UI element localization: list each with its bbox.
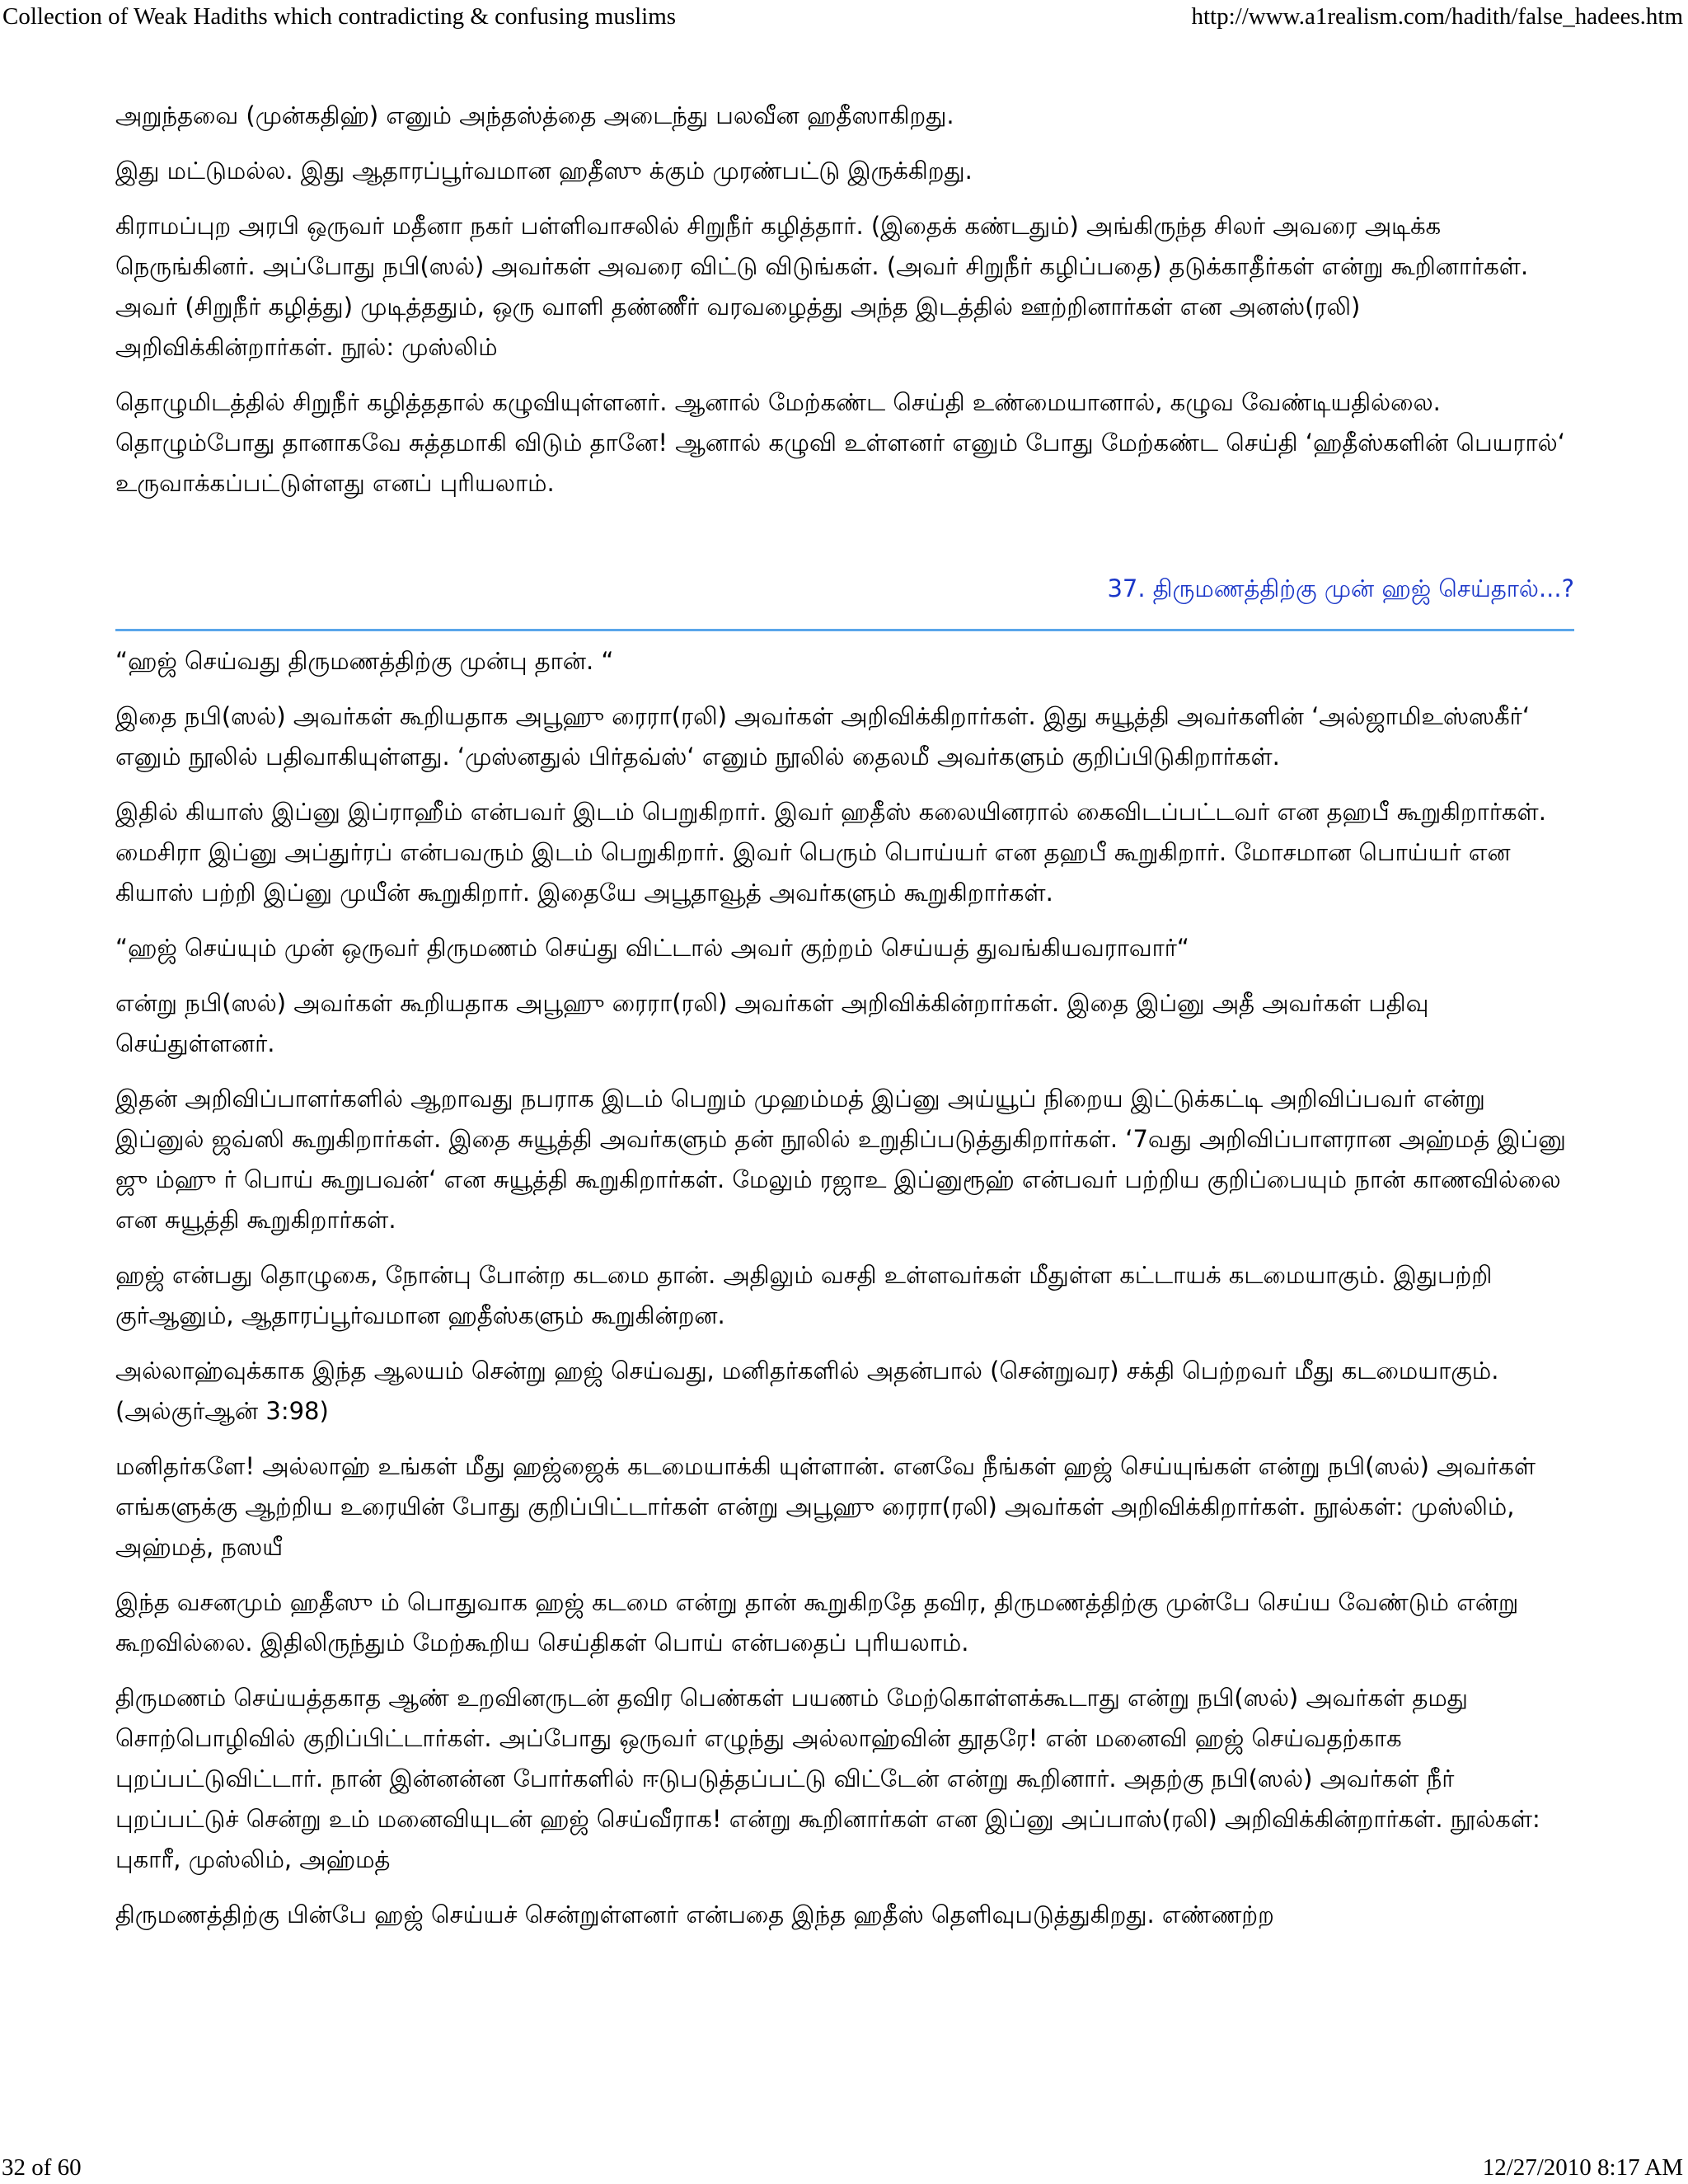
paragraph: தொழுமிடத்தில் சிறுநீர் கழித்ததால் கழுவியுள்ளனர். ஆனால் மேற்கண்ட செய்தி உண்மையானால், கழுவ வேண்டியதில்லை. தொழும்போது தானாகவே சுத்தமாகி விடும் தானே! ஆனால் கழுவி உள்ளனர் எனும் போது மேற்கண்ட செய்தி ‘ஹதீஸ்களின் பெயரால்‘ உருவாக்கப்பட்டுள்ளது எனப் புரியலாம்.: [115, 388, 1565, 497]
print-header: [0, 0, 1688, 33]
quote-paragraph: “ஹஜ் செய்யும் முன் ஒருவர் திருமணம் செய்து விட்டால் அவர் குற்றம் செய்யத் துவங்கியவராவார்“: [115, 934, 1189, 962]
print-timestamp: 12/27/2010 8:17 AM: [1482, 2154, 1683, 2181]
article-top-section: [115, 96, 1574, 518]
document-title: Collection of Weak Hadiths which contradicting & confusing muslims: [2, 3, 677, 30]
quote-paragraph: “ஹஜ் செய்வது திருமணத்திற்கு முன்பு தான். “: [115, 647, 614, 675]
paragraph: ஹஜ் என்பது தொழுகை, நோன்பு போன்ற கடமை தான். அதிலும் வசதி உள்ளவர்கள் மீதுள்ள கட்டாயக் கடமையாகும். இதுபற்றி குர்ஆனும், ஆதாரப்பூர்வமான ஹதீஸ்களும் கூறுகின்றன.: [115, 1261, 1493, 1329]
section-divider: [115, 629, 1574, 631]
paragraph: மனிதர்களே! அல்லாஹ் உங்கள் மீது ஹஜ்ஜைக் கடமையாக்கி யுள்ளான். எனவே நீங்கள் ஹஜ் செய்யுங்கள் என்று நபி(ஸல்) அவர்கள் எங்களுக்கு ஆற்றிய உரையின் போது குறிப்பிட்டார்கள் என்று அபூஹு ரைரா(ரலி) அவர்கள் அறிவிக்கிறார்கள். நூல்கள்: முஸ்லிம், அஹ்மத், நஸயீ: [115, 1452, 1536, 1561]
source-url: http://www.a1realism.com/hadith/false_hadees.htm: [1191, 3, 1683, 30]
paragraph: இதன் அறிவிப்பாளர்களில் ஆறாவது நபராக இடம் பெறும் முஹம்மத் இப்னு அய்யூப் நிறைய இட்டுக்கட்டி அறிவிப்பவர் என்று இப்னுல் ஜவ்ஸி கூறுகிறார்கள். இதை சுயூத்தி அவர்களும் தன் நூலில் உறுதிப்படுத்துகிறார்கள். ‘7வது அறிவிப்பாளரான அஹ்மத் இப்னு ஜு ம்ஹு ர் பொய் கூறுபவன்‘ என சுயூத்தி கூறுகிறார்கள். மேலும் ரஜாஉ இப்னுரூஹ் என்பவர் பற்றிய குறிப்பையும் நான் காணவில்லை என சுயூத்தி கூறுகிறார்கள்.: [115, 1085, 1566, 1234]
paragraph: அறுந்தவை (முன்கதிஹ்) எனும் அந்தஸ்த்தை அடைந்து பலவீன ஹதீஸாகிறது.: [115, 101, 954, 129]
paragraph: திருமணம் செய்யத்தகாத ஆண் உறவினருடன் தவிர பெண்கள் பயணம் மேற்கொள்ளக்கூடாது என்று நபி(ஸல்) அவர்கள் தமது சொற்பொழிவில் குறிப்பிட்டார்கள். அப்போது ஒருவர் எழுந்து அல்லாஹ்வின் தூதரே! என் மனைவி ஹஜ் செய்வதற்காக புறப்பட்டுவிட்டார். நான் இன்னன்ன போர்களில் ஈடுபடுத்தப்பட்டு விட்டேன் என்று கூறினார். அதற்கு நபி(ஸல்) அவர்கள் நீர் புறப்பட்டுச் சென்று உம் மனைவியுடன் ஹஜ் செய்வீராக! என்று கூறினார்கள் என இப்னு அப்பாஸ்(ரலி) அறிவிக்கின்றார்கள். நூல்கள்: புகாரீ, முஸ்லிம், அஹ்மத்: [115, 1684, 1540, 1873]
article-section-37: [115, 641, 1574, 1950]
paragraph: இது மட்டுமல்ல. இது ஆதாரப்பூர்வமான ஹதீஸு க்கும் முரண்பட்டு இருக்கிறது.: [115, 157, 973, 185]
paragraph: இதில் கியாஸ் இப்னு இப்ராஹீம் என்பவர் இடம் பெறுகிறார். இவர் ஹதீஸ் கலையினரால் கைவிடப்பட்டவர் என தஹபீ கூறுகிறார்கள். மைசிரா இப்னு அப்துர்ரப் என்பவரும் இடம் பெறுகிறார். இவர் பெரும் பொய்யர் என தஹபீ கூறுகிறார். மோசமான பொய்யர் என கியாஸ் பற்றி இப்னு முயீன் கூறுகிறார். இதையே அபூதாவூத் அவர்களும் கூறுகிறார்கள்.: [115, 798, 1546, 907]
print-footer: [0, 2151, 1688, 2184]
paragraph: இதை நபி(ஸல்) அவர்கள் கூறியதாக அபூஹு ரைரா(ரலி) அவர்கள் அறிவிக்கிறார்கள். இது சுயூத்தி அவர்களின் ‘அல்ஜாமிஉஸ்ஸகீர்‘ எனும் நூலில் பதிவாகியுள்ளது. ‘முஸ்னதுல் பிர்தவ்ஸ்‘ எனும் நூலில் தைலமீ அவர்களும் குறிப்பிடுகிறார்கள்.: [115, 702, 1531, 771]
section-heading: 37. திருமணத்திற்கு முன் ஹஜ் செய்தால்...?: [1107, 574, 1574, 602]
paragraph: அல்லாஹ்வுக்காக இந்த ஆலயம் சென்று ஹஜ் செய்வது, மனிதர்களில் அதன்பால் (சென்றுவர) சக்தி பெற்றவர் மீது கடமையாகும். (அல்குர்ஆன் 3:98): [115, 1357, 1499, 1425]
paragraph: கிராமப்புற அரபி ஒருவர் மதீனா நகர் பள்ளிவாசலில் சிறுநீர் கழித்தார். (இதைக் கண்டதும்) அங்கிருந்த சிலர் அவரை அடிக்க நெருங்கினர். அப்போது நபி(ஸல்) அவர்கள் அவரை விட்டு விடுங்கள். (அவர் சிறுநீர் கழிப்பதை) தடுக்காதீர்கள் என்று கூறினார்கள். அவர் (சிறுநீர் கழித்து) முடித்ததும், ஒரு வாளி தண்ணீர் வரவழைத்து அந்த இடத்தில் ஊற்றினார்கள் என அனஸ்(ரலி) அறிவிக்கின்றார்கள். நூல்: முஸ்லிம்: [115, 212, 1529, 361]
paragraph: திருமணத்திற்கு பின்பே ஹஜ் செய்யச் சென்றுள்ளனர் என்பதை இந்த ஹதீஸ் தெளிவுபடுத்துகிறது. எண்ணற்ற: [115, 1900, 1274, 1929]
paragraph: என்று நபி(ஸல்) அவர்கள் கூறியதாக அபூஹு ரைரா(ரலி) அவர்கள் அறிவிக்கின்றார்கள். இதை இப்னு அதீ அவர்கள் பதிவு செய்துள்ளனர்.: [115, 989, 1429, 1057]
paragraph: இந்த வசனமும் ஹதீஸு ம் பொதுவாக ஹஜ் கடமை என்று தான் கூறுகிறதே தவிர, திருமணத்திற்கு முன்பே செய்ய வேண்டும் என்று கூறவில்லை. இதிலிருந்தும் மேற்கூறிய செய்திகள் பொய் என்பதைப் புரியலாம்.: [115, 1588, 1519, 1657]
page-number: 32 of 60: [2, 2154, 82, 2181]
